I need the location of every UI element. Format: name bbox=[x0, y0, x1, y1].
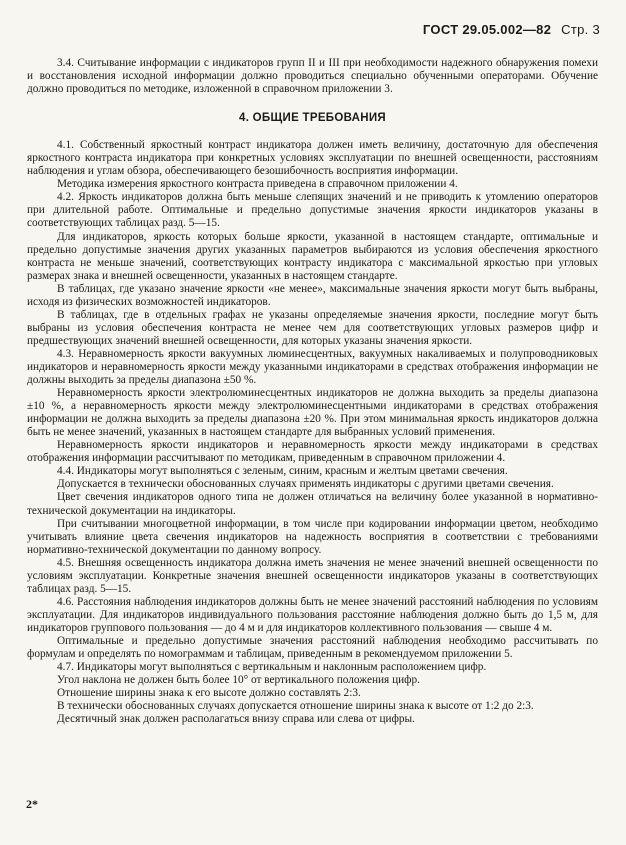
paragraph: 4.7. Индикаторы могут выполняться с вертикальным и наклонным расположением цифр. bbox=[57, 661, 487, 674]
paragraph: В технически обоснованных случаях допускается отношение ширины знака к высоте от 1:2 до 2:3. bbox=[57, 700, 534, 713]
paragraph: В таблицах, где в отдельных графах не указаны определяемые значения яркости, последние могут быть выбраны из условия обеспечения контраста не менее чем для соответствующих угловых размеров цифр и предшествующих значений внешней освещенности, для которых указаны значения яркости. bbox=[27, 308, 598, 347]
paragraph: Отношение ширины знака к его высоте должно составлять 2:3. bbox=[57, 687, 361, 700]
section-body bbox=[27, 139, 598, 726]
paragraph: Допускается в технически обоснованных случаях применять индикаторы с другими цветами свечения. bbox=[57, 478, 554, 491]
page-content bbox=[27, 57, 598, 726]
paragraph: В таблицах, где указано значение яркости «не менее», максимальные значения яркости могут быть выбраны, исходя из физических возможностей индикаторов. bbox=[27, 282, 598, 308]
page-number: Стр. 3 bbox=[561, 22, 600, 37]
paragraph: Неравномерность яркости электролюминесцентных индикаторов не должна выходить за пределы диапазона ±10 %, а неравномерность яркости между электролюминесцентными индикаторами в средствах отображения информации не должна выходить за пределы диапазона ±20 %. При этом минимальная яркость индикаторов должна быть не менее значений, указанных в настоящем стандарте для выбранных условий применения. bbox=[27, 387, 598, 439]
paragraph: При считывании многоцветной информации, в том числе при кодировании информации цветом, необходимо учитывать влияние цвета свечения индикаторов на надежность восприятия в соответствии с требованиями нормативно-технической документации по данному вопросу. bbox=[27, 517, 598, 556]
paragraph: 4.5. Внешняя освещенность индикатора должна иметь значения не менее значений внешней освещенности по условиям эксплуатации. Конкретные значения внешней освещенности индикаторов указаны в соответствующих таблицах разд. 5—15. bbox=[27, 556, 598, 595]
paragraph: 4.4. Индикаторы могут выполняться с зеленым, синим, красным и желтым цветами свечения. bbox=[57, 465, 508, 478]
paragraph: 4.1. Собственный яркостный контраст индикатора должен иметь величину, достаточную для обеспечения яркостного контраста индикатора при конкретных условиях эксплуатации по внешней освещенности, расстояниям наблюдения и углам обзора, обеспечивающего безошибочность восприятия информации. bbox=[27, 139, 598, 178]
paragraph: Неравномерность яркости индикаторов и неравномерность яркости между индикаторами в средствах отображения информации рассчитывают по методикам, приведенным в справочном приложении 4. bbox=[27, 439, 598, 465]
paragraph-3-4: 3.4. Считывание информации с индикаторов групп II и III при необходимости надежного обнаружения помехи и восстановления исходной информации должно проводиться специально обученными операторами. Обучение должно проводиться по методике, изложенной в справочном приложении 3. bbox=[27, 57, 598, 96]
standard-number: ГОСТ 29.05.002—82 bbox=[422, 22, 552, 37]
page-footer-mark: 2* bbox=[26, 797, 38, 811]
paragraph: Цвет свечения индикаторов одного типа не должен отличаться на величину более указанной в нормативно-технической документации на индикаторы. bbox=[27, 491, 598, 517]
paragraph: 4.3. Неравномерность яркости вакуумных люминесцентных, вакуумных накаливаемых и полупроводниковых индикаторов и неравномерность яркости между указанными индикаторами в средствах отображения информации не должны выходить за пределы диапазона ±50 %. bbox=[27, 347, 598, 387]
section-title: 4. ОБЩИЕ ТРЕБОВАНИЯ bbox=[239, 112, 386, 125]
paragraph: 4.2. Яркость индикаторов должна быть меньше слепящих значений и не приводить к утомлению операторов при длительной работе. Оптимальные и предельно допустимые значения яркости индикаторов указаны в соответствующих таблицах разд. 5—15. bbox=[27, 191, 598, 230]
paragraph: Оптимальные и предельно допустимые значения расстояний наблюдения необходимо рассчитывать по формулам и определять по номограммам и таблицам, приведенным в рекомендуемом приложении 5. bbox=[27, 634, 598, 661]
paragraph: 4.6. Расстояния наблюдения индикаторов должны быть не менее значений расстояний наблюдения по условиям эксплуатации. Для индикаторов индивидуального пользования расстояние наблюдения должно быть до 1,5 м, для индикаторов группового пользования — до 4 м и для индикаторов коллективного пользования — свыше 4 м. bbox=[27, 595, 598, 634]
paragraph: Методика измерения яркостного контраста приведена в справочном приложении 4. bbox=[57, 178, 458, 191]
paragraph: Угол наклона не должен быть более 10° от вертикального положения цифр. bbox=[57, 674, 420, 687]
paragraph: Десятичный знак должен располагаться внизу справа или слева от цифры. bbox=[57, 713, 415, 726]
paragraph: Для индикаторов, яркость которых больше яркости, указанной в настоящем стандарте, оптимальные и предельно допустимые значения других указанных параметров выбираются из условия обеспечения яркостного контраста не меньше значений, соответствующих контрасту индикатора с максимальной яркостью при угловых размерах знака и внешней освещенности, указанных в настоящем стандарте. bbox=[27, 230, 598, 282]
page-header bbox=[423, 22, 600, 37]
